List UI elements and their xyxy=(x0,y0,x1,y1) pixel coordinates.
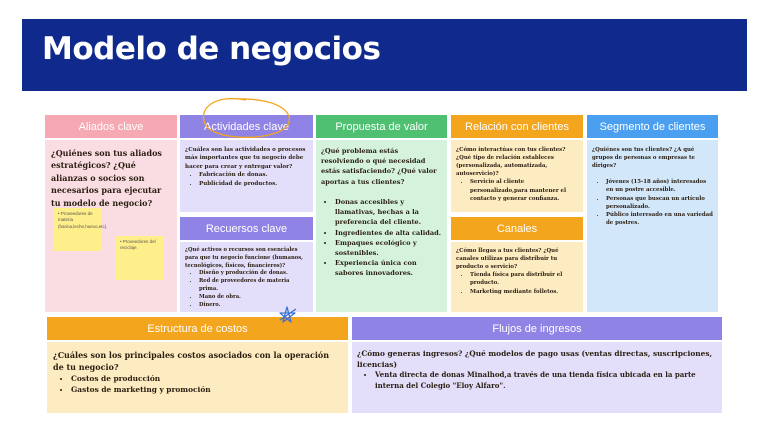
recursos-list xyxy=(199,270,308,309)
list-item: • Jóvenes (15-18 años) interesados en un postre accesible. xyxy=(606,178,713,194)
list-item: • Red de proveedores de materia prima. xyxy=(199,278,308,294)
recursos-header-label: Recuersos clave xyxy=(205,222,288,235)
propuesta-section xyxy=(316,140,447,312)
list-item: • Diseño y producción de donas. xyxy=(199,270,308,278)
title-banner xyxy=(22,19,747,91)
relacion-list xyxy=(470,178,578,202)
costos-section xyxy=(47,342,348,413)
relacion-section xyxy=(451,140,583,212)
costos-list xyxy=(71,373,342,395)
canales-header xyxy=(451,217,583,240)
sticky-note-text: • Proveedores del reciclaje. xyxy=(120,239,156,251)
segmento-header xyxy=(587,115,718,138)
costos-header xyxy=(47,317,348,340)
page-title: Modelo de negocios xyxy=(42,31,381,67)
propuesta-header-label: Propuesta de valor xyxy=(335,120,428,133)
list-item: • Donas accesibles y llamativas, hechas a la preferencia del cliente. xyxy=(335,197,442,228)
segmento-header-label: Segmento de clientes xyxy=(599,120,706,133)
ingresos-question: ¿Cómo generas ingresos? ¿Qué modelos de pago usas (ventas directas, suscripciones, licencias) xyxy=(357,349,713,370)
segmento-section xyxy=(587,140,718,312)
list-item: • Mano de obra. xyxy=(199,294,308,302)
aliados-question: ¿Quiénes son tus aliados estratégicos? ¿Qué alianzas o socios son necesarios para ejecutar tu modelo de negocio? xyxy=(51,148,162,208)
aliados-header-label: Aliados clave xyxy=(78,120,144,133)
list-item: • Personas que buscan un artículo personalizado. xyxy=(606,195,713,211)
aliados-header xyxy=(45,115,177,138)
sticky-note-proveedores-reciclaje xyxy=(116,236,164,280)
sticky-note-proveedores-materia xyxy=(54,208,108,251)
recursos-question: ¿Qué activos o recursos son esenciales para que tu negocio funcione (humanos, tecnológicos, físicos, financieros)? xyxy=(185,247,303,269)
actividades-section xyxy=(180,140,313,212)
ingresos-list xyxy=(375,370,717,391)
ingresos-header xyxy=(352,317,722,340)
ingresos-section xyxy=(352,342,722,413)
canales-section xyxy=(451,242,583,312)
segmento-question: ¿Quiénes son tus clientes? ¿A qué grupos de personas o empresas te diriges? xyxy=(592,147,695,170)
relacion-question: ¿Cómo interactúas con tus clientes? ¿Qué tipo de relación estableces (personalizada, automatizada, autoservicio)? xyxy=(456,147,566,178)
segmento-list xyxy=(606,178,713,227)
actividades-list xyxy=(199,171,308,188)
list-item: • Público interesado en una variedad de postres. xyxy=(606,211,713,227)
propuesta-question: ¿Qué problema estás resolviendo o qué necesidad estás satisfaciendo? ¿Qué valor aportas a tus clientes? xyxy=(321,147,437,186)
list-item: • Tienda física para distribuir el producto. xyxy=(470,271,578,287)
relacion-header-label: Relación con clientes xyxy=(465,120,569,133)
list-item: • Fabricación de donas. xyxy=(199,171,308,179)
list-item: • Dinero. xyxy=(199,302,308,310)
list-item: • Marketing mediante folletos. xyxy=(470,288,578,296)
relacion-header xyxy=(451,115,583,138)
list-item: • Gastos de marketing y promoción xyxy=(71,384,342,395)
canales-header-label: Canales xyxy=(496,222,538,235)
list-item: • Venta directa de donas Minalhod,a través de una tienda física ubicada en la parte interna del Colegio "Eloy Alfaro". xyxy=(375,370,717,391)
list-item: • Ingredientes de alta calidad. xyxy=(335,228,442,238)
actividades-header-label: Actividades clave xyxy=(204,120,289,133)
propuesta-header xyxy=(316,115,447,138)
propuesta-list xyxy=(335,197,442,279)
actividades-header xyxy=(180,115,313,138)
actividades-question: ¿Cuáles son las actividades o procesos más importantes que tu negocio debe hacer para crear y entregar valor? xyxy=(185,147,306,170)
ingresos-header-label: Flujos de ingresos xyxy=(492,322,582,335)
sticky-note-text: • Proveedores de materia (harina,leche,huevo,etc). xyxy=(58,211,108,229)
list-item: • Experiencia única con sabores innovadores. xyxy=(335,258,442,278)
list-item: • Costos de producción xyxy=(71,373,342,384)
canales-list xyxy=(470,271,578,295)
list-item: • Servicio al cliente personalizado,para mantener el contacto y generar confianza. xyxy=(470,178,578,202)
canales-question: ¿Cómo llegas a tus clientes? ¿Qué canales utilizas para distribuir tu producto o servicio? xyxy=(456,248,559,271)
recursos-section xyxy=(180,242,313,312)
costos-question: ¿Cuáles son los principales costos asociados con la operación de tu negocio? xyxy=(53,350,330,372)
list-item: • Empaques ecológico y sostenibles. xyxy=(335,238,442,258)
list-item: • Publicidad de productos. xyxy=(199,180,308,188)
costos-header-label: Estructura de costos xyxy=(147,322,248,335)
recursos-header xyxy=(180,217,313,240)
